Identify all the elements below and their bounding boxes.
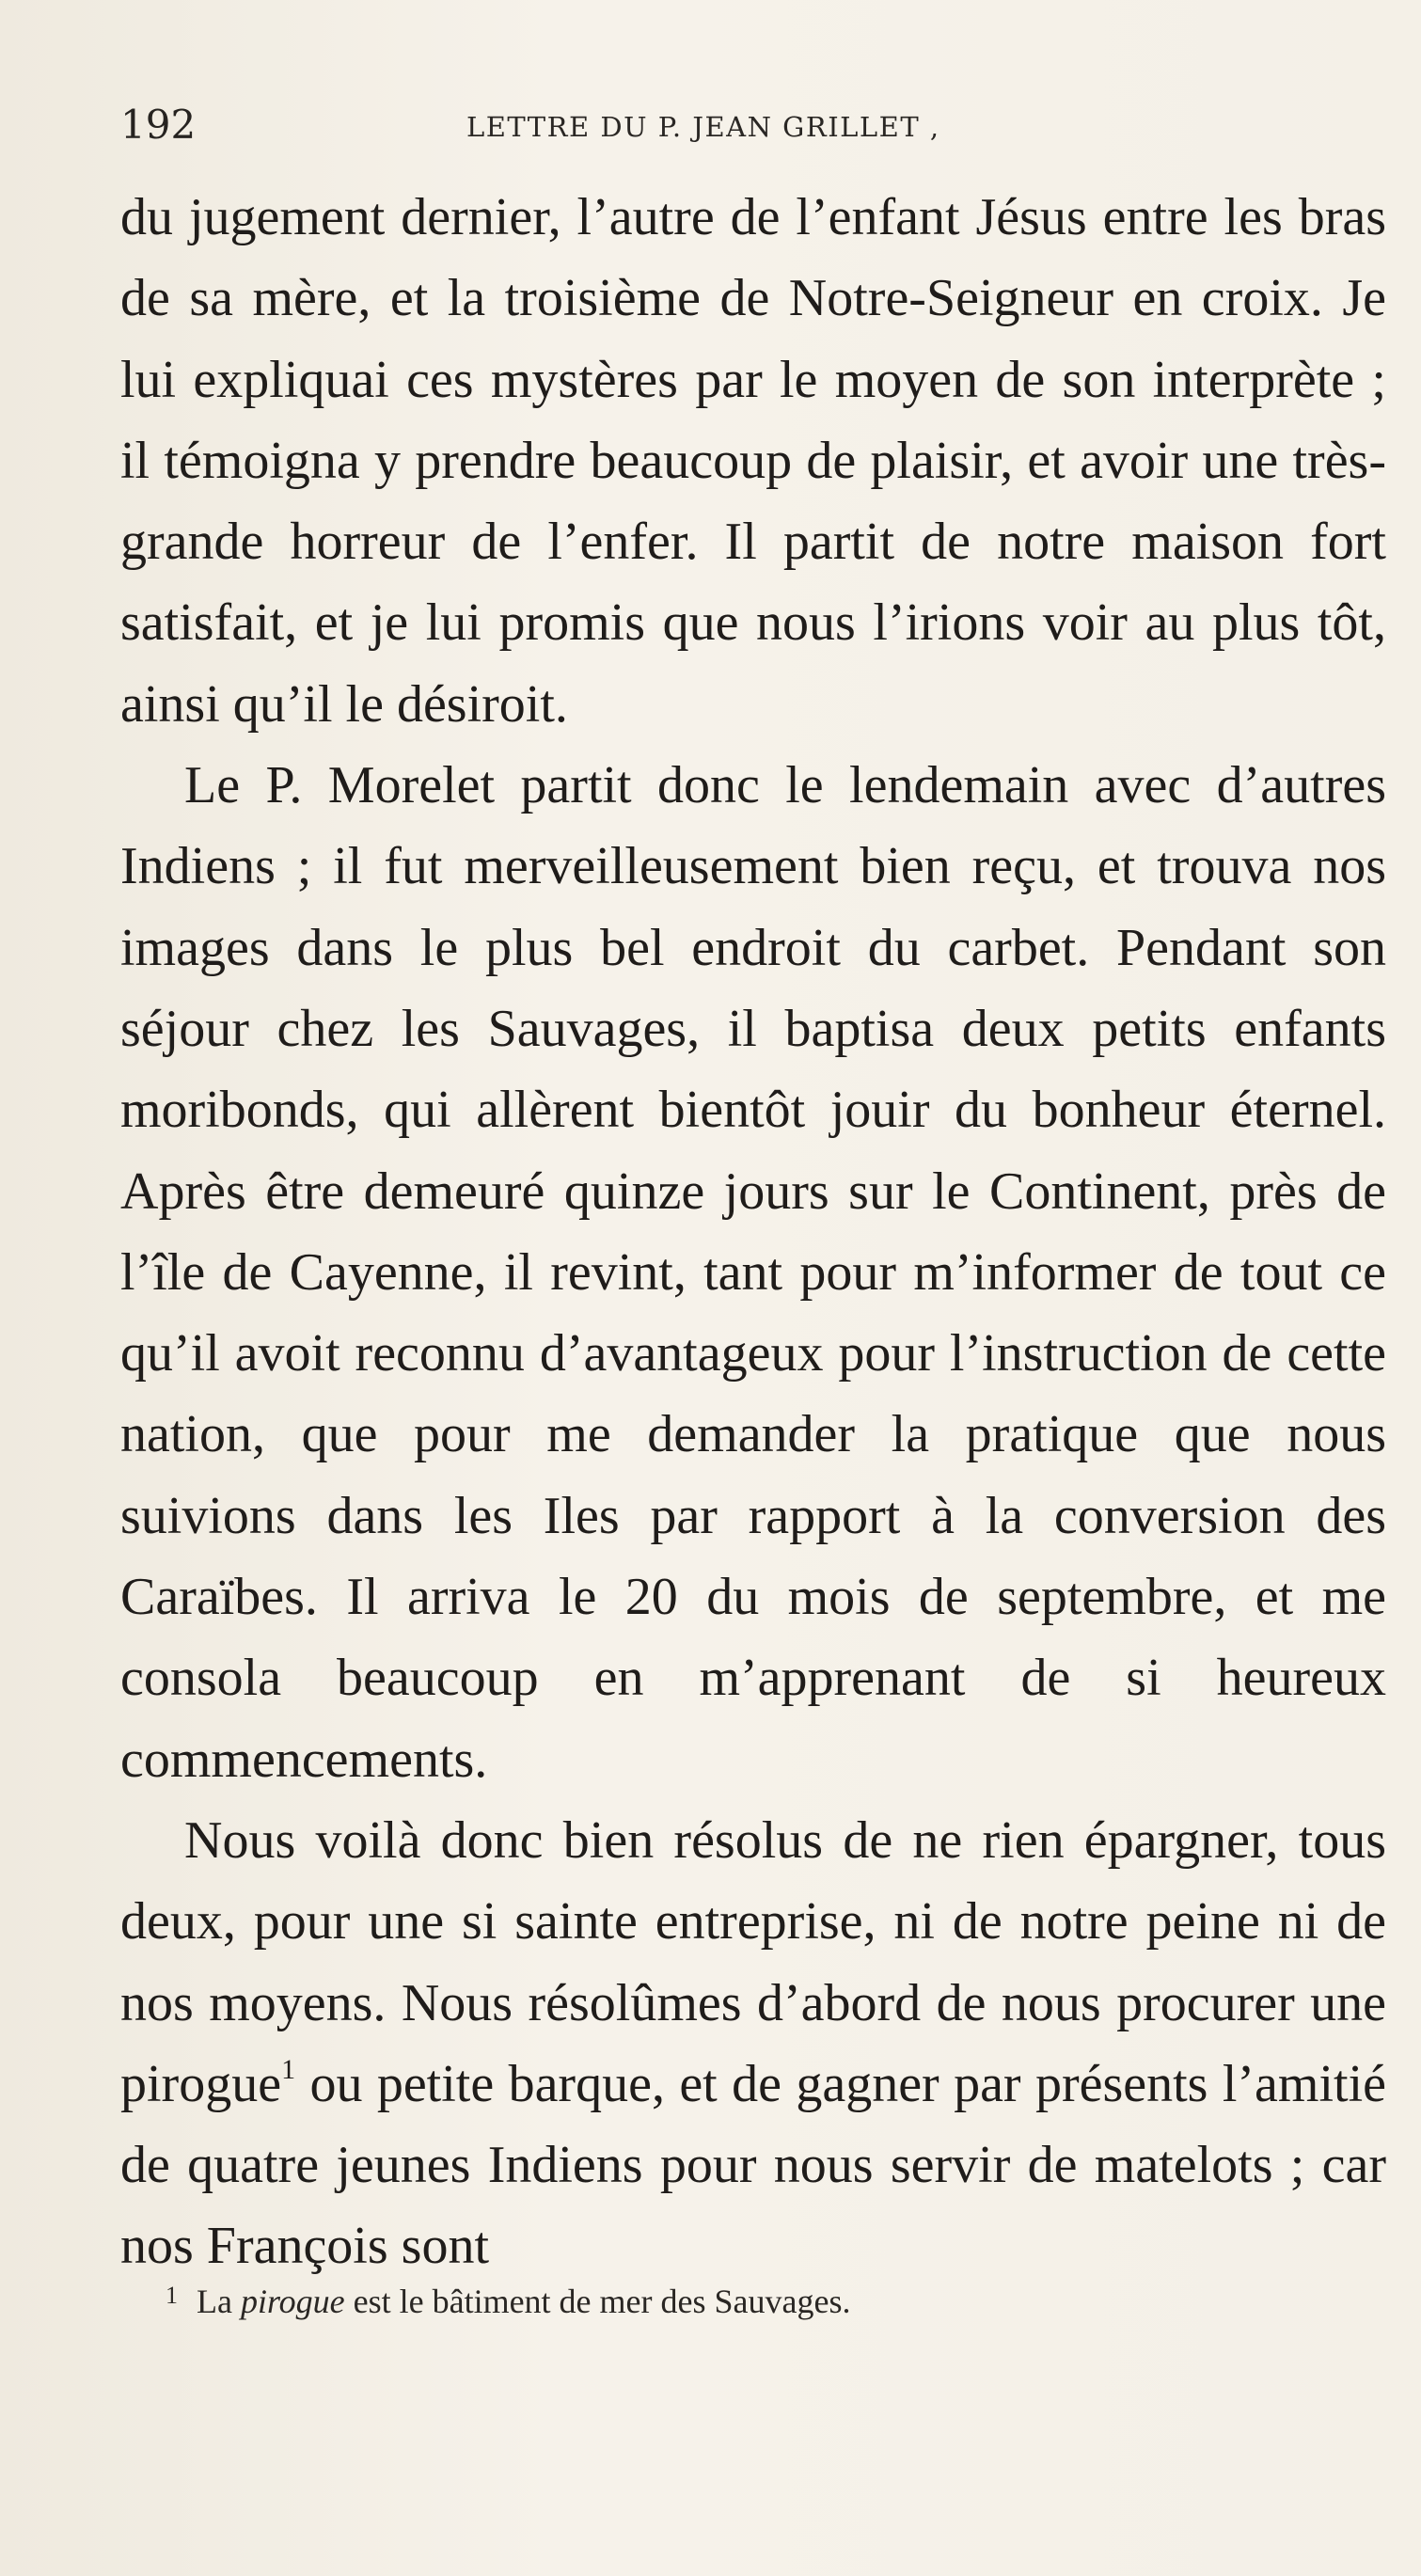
footnote-mark: 1 bbox=[166, 2282, 178, 2309]
footnote-italic-term: pirogue bbox=[240, 2283, 345, 2320]
paragraph-3 bbox=[120, 1800, 1386, 2287]
paragraph-1: du jugement dernier, l’autre de l’enfant Jésus entre les bras de sa mère, et la troisième de Notre-Seigneur en croix. Je lui expliquai ces mystères par le moyen de son interprète ; il témoigna y prendre beaucoup de plaisir, et avoir une très-grande horreur de l’enfer. Il partit de notre maison fort satisfait, et je lui promis que nous l’irions voir au plus tôt, ainsi qu’il le désiroit. bbox=[120, 188, 1386, 734]
footnote-reference: 1 bbox=[281, 2053, 296, 2085]
running-title: LETTRE DU P. JEAN GRILLET , bbox=[466, 111, 940, 143]
footnote-text-start: La bbox=[197, 2283, 241, 2320]
page-header bbox=[120, 102, 1296, 158]
footnote-text-end: est le bâtiment de mer des Sauvages. bbox=[344, 2283, 851, 2320]
page-number: 192 bbox=[120, 102, 197, 148]
paragraph-2: Le P. Morelet partit donc le lendemain avec d’autres Indiens ; il fut merveilleusement bien reçu, et trouva nos images dans le plus bel endroit du carbet. Pendant son séjour chez les Sauvages, il baptisa deux petits enfants moribonds, qui allèrent bientôt jouir du bonheur éternel. Après être demeuré quinze jours sur le Continent, près de l’île de Cayenne, il revint, tant pour m’informer de tout ce qu’il avoit reconnu d’avantageux pour l’instruction de cette nation, que pour me demander la pratique que nous suivions dans les Iles par rapport à la conversion des Caraïbes. Il arriva le 20 du mois de septembre, et me consola beaucoup en m’apprenant de si heureux commencements. bbox=[120, 756, 1386, 1789]
footnote bbox=[166, 2282, 850, 2321]
paragraph-3-text-start: Nous voilà donc bien résolus de ne rien épargner, tous deux, pour une si sainte entreprise, ni de notre peine ni de nos moyens. Nous résolûmes d’abord de nous procurer une pirogue bbox=[120, 1810, 1386, 2113]
body-text bbox=[120, 177, 1386, 2287]
paragraph-3-text-end: ou petite barque, et de gagner par présents l’amitié de quatre jeunes Indiens pour nous servir de matelots ; car nos François sont bbox=[120, 2054, 1386, 2276]
